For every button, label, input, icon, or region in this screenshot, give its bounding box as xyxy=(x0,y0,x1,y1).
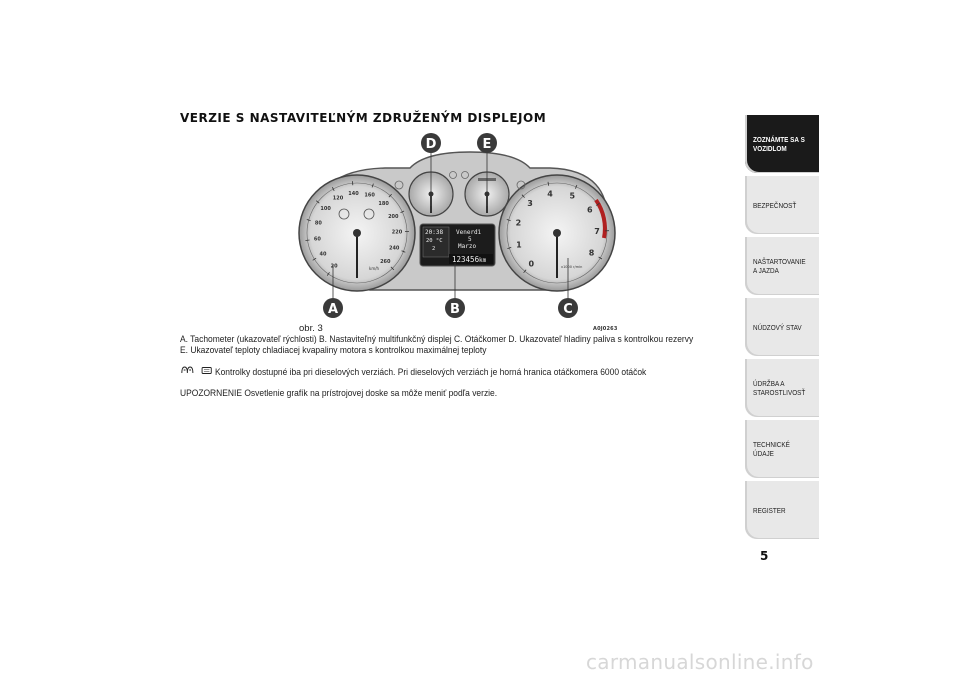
scale-label: 5 xyxy=(569,191,576,201)
tab-nudzovy-stav[interactable] xyxy=(745,298,819,356)
caption-line-2: E. Ukazovateľ teploty chladiacej kvapaliny motora s kontrolkou maximálnej teploty xyxy=(180,345,487,355)
diesel-note xyxy=(180,366,646,377)
tab-udrzba[interactable] xyxy=(745,359,819,417)
tab-label: REGISTER xyxy=(753,505,786,515)
scale-label: 120 xyxy=(332,195,344,202)
display-temp: 20 °C xyxy=(426,238,443,244)
watermark: carmanualsonline.info xyxy=(586,650,814,674)
chapter-sidebar xyxy=(745,115,819,542)
callout-b xyxy=(445,298,465,318)
speedometer-unit: km/h xyxy=(369,266,380,271)
figure-caption xyxy=(180,334,695,356)
callout-a xyxy=(323,298,343,318)
scale-label: 240 xyxy=(388,245,400,252)
figure-code: A0J0263 xyxy=(593,326,618,332)
tab-label: BEZPEČNOSŤ xyxy=(753,200,797,210)
dpf-icon xyxy=(201,366,212,377)
scale-label: 180 xyxy=(378,200,389,207)
scale-label: 60 xyxy=(313,236,321,243)
tab-zoznamte-sa[interactable] xyxy=(745,115,819,173)
tab-nastartovanie[interactable] xyxy=(745,237,819,295)
svg-text:E: E xyxy=(482,137,492,152)
instrument-cluster-figure xyxy=(295,130,625,325)
scale-label: 6 xyxy=(587,205,593,215)
scale-label: 7 xyxy=(594,226,600,236)
instrument-cluster-illustration xyxy=(295,130,625,325)
callout-e xyxy=(477,133,497,153)
display-odometer-unit: km xyxy=(479,257,487,264)
tab-technicke-udaje[interactable] xyxy=(745,420,819,478)
display-month: Marzo xyxy=(458,243,477,250)
warning-text: UPOZORNENIE Osvetlenie grafík na prístrojovej doske sa môže meniť podľa verzie. xyxy=(180,388,498,398)
scale-tick xyxy=(306,240,310,241)
svg-text:D: D xyxy=(425,137,437,152)
scale-label: 140 xyxy=(348,190,359,197)
scale-label: 40 xyxy=(319,251,327,258)
page-number: 5 xyxy=(760,549,769,563)
svg-text:C: C xyxy=(563,302,573,317)
tachometer-unit: x1000 r/min xyxy=(561,265,583,269)
glow-plug-icon xyxy=(180,366,198,377)
tab-label: NAŠTARTOVANIE A JAZDA xyxy=(753,257,806,275)
display-day: Venerdì xyxy=(456,229,482,236)
scale-label: 1 xyxy=(516,240,522,250)
scale-label: 160 xyxy=(364,192,375,199)
display-odometer: 123456 xyxy=(452,255,480,264)
scale-label: 100 xyxy=(320,205,331,212)
scale-label: 220 xyxy=(391,229,403,236)
tab-label: NÚDZOVÝ STAV xyxy=(753,322,802,332)
tab-label: ZOZNÁMTE SA S VOZIDLOM xyxy=(753,135,805,153)
figure-label: obr. 3 xyxy=(299,323,323,334)
scale-label: 260 xyxy=(380,259,391,265)
scale-label: 0 xyxy=(528,259,535,269)
tab-register[interactable] xyxy=(745,481,819,539)
svg-text:B: B xyxy=(450,302,460,317)
section-heading: VERZIE S NASTAVITEĽNÝM ZDRUŽENÝM DISPLEJOM xyxy=(180,111,547,125)
display-date: 5 xyxy=(468,236,472,243)
scale-label: 20 xyxy=(330,263,338,270)
tab-bezpecnost[interactable] xyxy=(745,176,819,234)
tab-label: ÚDRŽBA A STAROSTLIVOSŤ xyxy=(753,379,806,397)
scale-label: 4 xyxy=(547,189,553,199)
diesel-note-text: Kontrolky dostupné iba pri dieselových verziách. Pri dieselových verziách je horná hranica otáčkomera 6000 otáčok xyxy=(214,366,647,377)
scale-label: 80 xyxy=(314,220,322,227)
callout-d xyxy=(421,133,441,153)
scale-label: 2 xyxy=(515,218,522,228)
caption-line-1: A. Tachometer (ukazovateľ rýchlosti) B. Nastaviteľný multifunkčný displej C. Otáčkomer D. Ukazovateľ hladiny paliva s kontrolkou rezervy xyxy=(180,334,694,344)
scale-label: 8 xyxy=(588,248,595,258)
display-gear: 2 xyxy=(432,246,436,252)
svg-text:A: A xyxy=(327,302,339,317)
display-time: 20:38 xyxy=(425,229,444,236)
scale-label: 3 xyxy=(527,199,533,209)
scale-label: 200 xyxy=(388,213,399,220)
tab-label: TECHNICKÉ ÚDAJE xyxy=(753,440,790,458)
callout-c xyxy=(558,298,578,318)
